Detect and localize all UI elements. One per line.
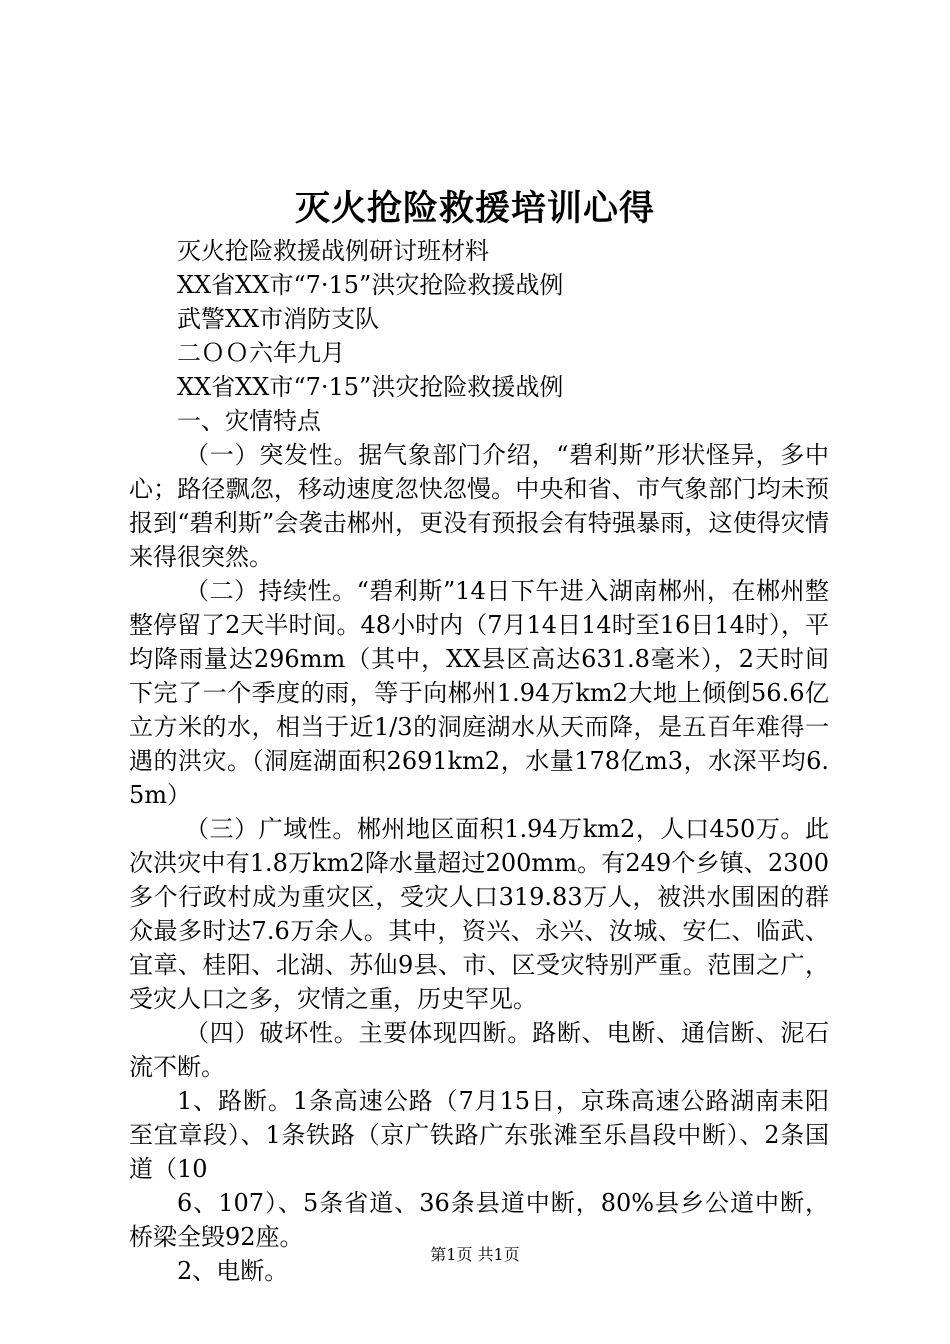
page-footer: 第1页 共1页 [430,1245,520,1264]
section-heading-disaster-features: 一、灾情特点 [177,407,321,435]
paragraph-road-outage: 1、路断。1条高速公路（7月15日，京珠高速公路湖南耒阳至宜章段）、1条铁路（京广铁路广东张滩至乐昌段中断）、2条国道（10 [129,1087,829,1183]
document-body [129,234,829,1288]
document-title: 灭火抢险救援培训心得 [294,188,655,229]
paragraph-road-outage-continued: 6、107）、5条省道、36条县道中断，80%县乡公道中断，桥梁全毁92座。 [129,1189,829,1251]
paragraph-case-name-repeat: XX省XX市“7·15”洪灾抢险救援战例 [177,373,564,401]
paragraph-date: 二ＯＯ六年九月 [177,339,345,367]
paragraph-persistence: （二）持续性。“碧利斯”14日下午进入湖南郴州，在郴州整整停留了2天半时间。48小时内（7月14日14时至16日14时），平均降雨量达296mm（其中，XX县区高达631.8毫米），2天时间下完了一个季度的雨，等于向郴州1.94万km2大地上倾倒56.6亿立方米的水，相当于近1/3的洞庭湖水从天而降，是五百年难得一遇的洪灾。（洞庭湖面积2691km2，水量178亿m3，水深平均6.5m） [129,577,829,809]
paragraph-case-name: XX省XX市“7·15”洪灾抢险救援战例 [177,271,564,299]
paragraph-power-outage: 2、电断。 [177,1257,289,1285]
paragraph-author-unit: 武警XX市消防支队 [177,305,380,333]
paragraph-wide-area: （三）广域性。郴州地区面积1.94万km2，人口450万。此次洪灾中有1.8万km2降水量超过200mm。有249个乡镇、2300多个行政村成为重灾区，受灾人口319.83万人，被洪水围困的群众最多时达7.6万余人。其中，资兴、永兴、汝城、安仁、临武、宜章、桂阳、北湖、苏仙9县、市、区受灾特别严重。范围之广，受灾人口之多，灾情之重，历史罕见。 [129,815,829,1013]
paragraph-suddenness: （一）突发性。据气象部门介绍，“碧利斯”形状怪异，多中心；路径飘忽，移动速度忽快忽慢。中央和省、市气象部门均未预报到“碧利斯”会袭击郴州，更没有预报会有特强暴雨，这使得灾情来得很突然。 [129,441,829,571]
paragraph-destructiveness: （四）破坏性。主要体现四断。路断、电断、通信断、泥石流不断。 [129,1019,829,1081]
paragraph-subtitle-material: 灭火抢险救援战例研讨班材料 [177,237,489,265]
